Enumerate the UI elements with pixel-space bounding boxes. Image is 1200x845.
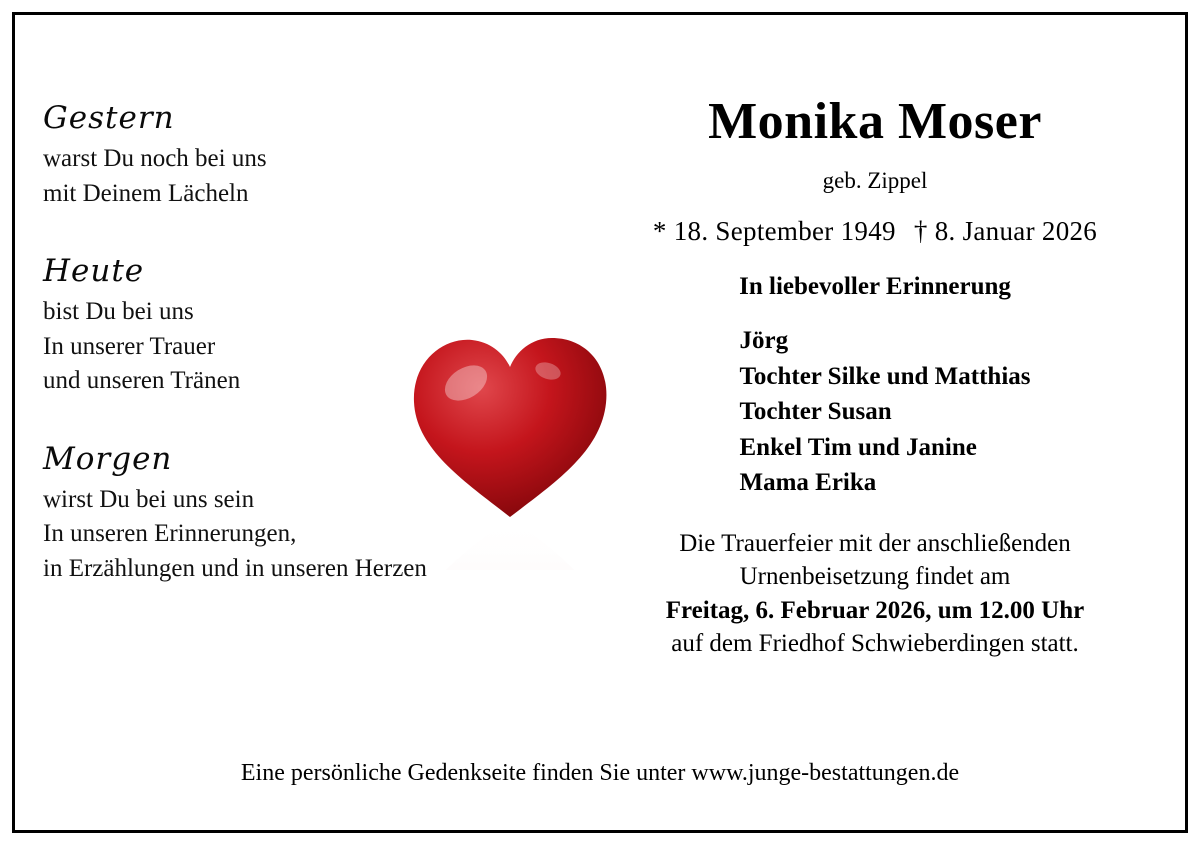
list-item: Jörg (739, 327, 789, 355)
main-column (560, 93, 1190, 661)
ceremony-location: auf dem Friedhof Schwieberdingen statt. (671, 630, 1079, 658)
stanza-line: mit Deinem Lächeln (43, 179, 249, 207)
ceremony-details (560, 527, 1190, 661)
stanza-title-heute: Heute (43, 253, 145, 289)
ceremony-datetime: Freitag, 6. Februar 2026, um 12.00 Uhr (665, 596, 1085, 624)
ceremony-line: Die Trauerfeier mit der anschließenden (679, 529, 1071, 557)
card-border (12, 12, 1188, 833)
stanza-line: warst Du noch bei uns (43, 145, 267, 172)
life-dates (560, 216, 1190, 247)
memorial-page-note: Eine persönliche Gedenkseite finden Sie unter www.junge-bestattungen.de (240, 760, 960, 786)
stanza-line: bist Du bei uns (43, 298, 194, 325)
mourners-list (739, 323, 1030, 501)
stanza-title-morgen: Morgen (43, 440, 173, 477)
stanza-line: In unseren Erinnerungen, (43, 520, 297, 547)
stanza-title-gestern: Gestern (43, 100, 175, 136)
maiden-name: geb. Zippel (822, 168, 928, 194)
list-item: Enkel Tim und Janine (739, 433, 977, 461)
stanza-line: In unserer Trauer (43, 332, 216, 360)
birth-date: * 18. September 1949 (652, 216, 896, 247)
stanza-line: in Erzählungen und in unseren Herzen (43, 554, 427, 582)
list-item: Mama Erika (739, 469, 877, 497)
stanza-line: und unseren Tränen (43, 367, 241, 394)
ceremony-line: Urnenbeisetzung findet am (739, 563, 1011, 591)
list-item: Tochter Silke und Matthias (739, 362, 1031, 390)
list-item: Tochter Susan (739, 398, 892, 426)
memory-heading: In liebevoller Erinnerung (739, 273, 1011, 301)
stanza-line: wirst Du bei uns sein (43, 485, 255, 513)
death-date: † 8. Januar 2026 (913, 216, 1098, 247)
deceased-name: Monika Moser (708, 93, 1042, 150)
poem-stanza-gestern (43, 100, 563, 211)
